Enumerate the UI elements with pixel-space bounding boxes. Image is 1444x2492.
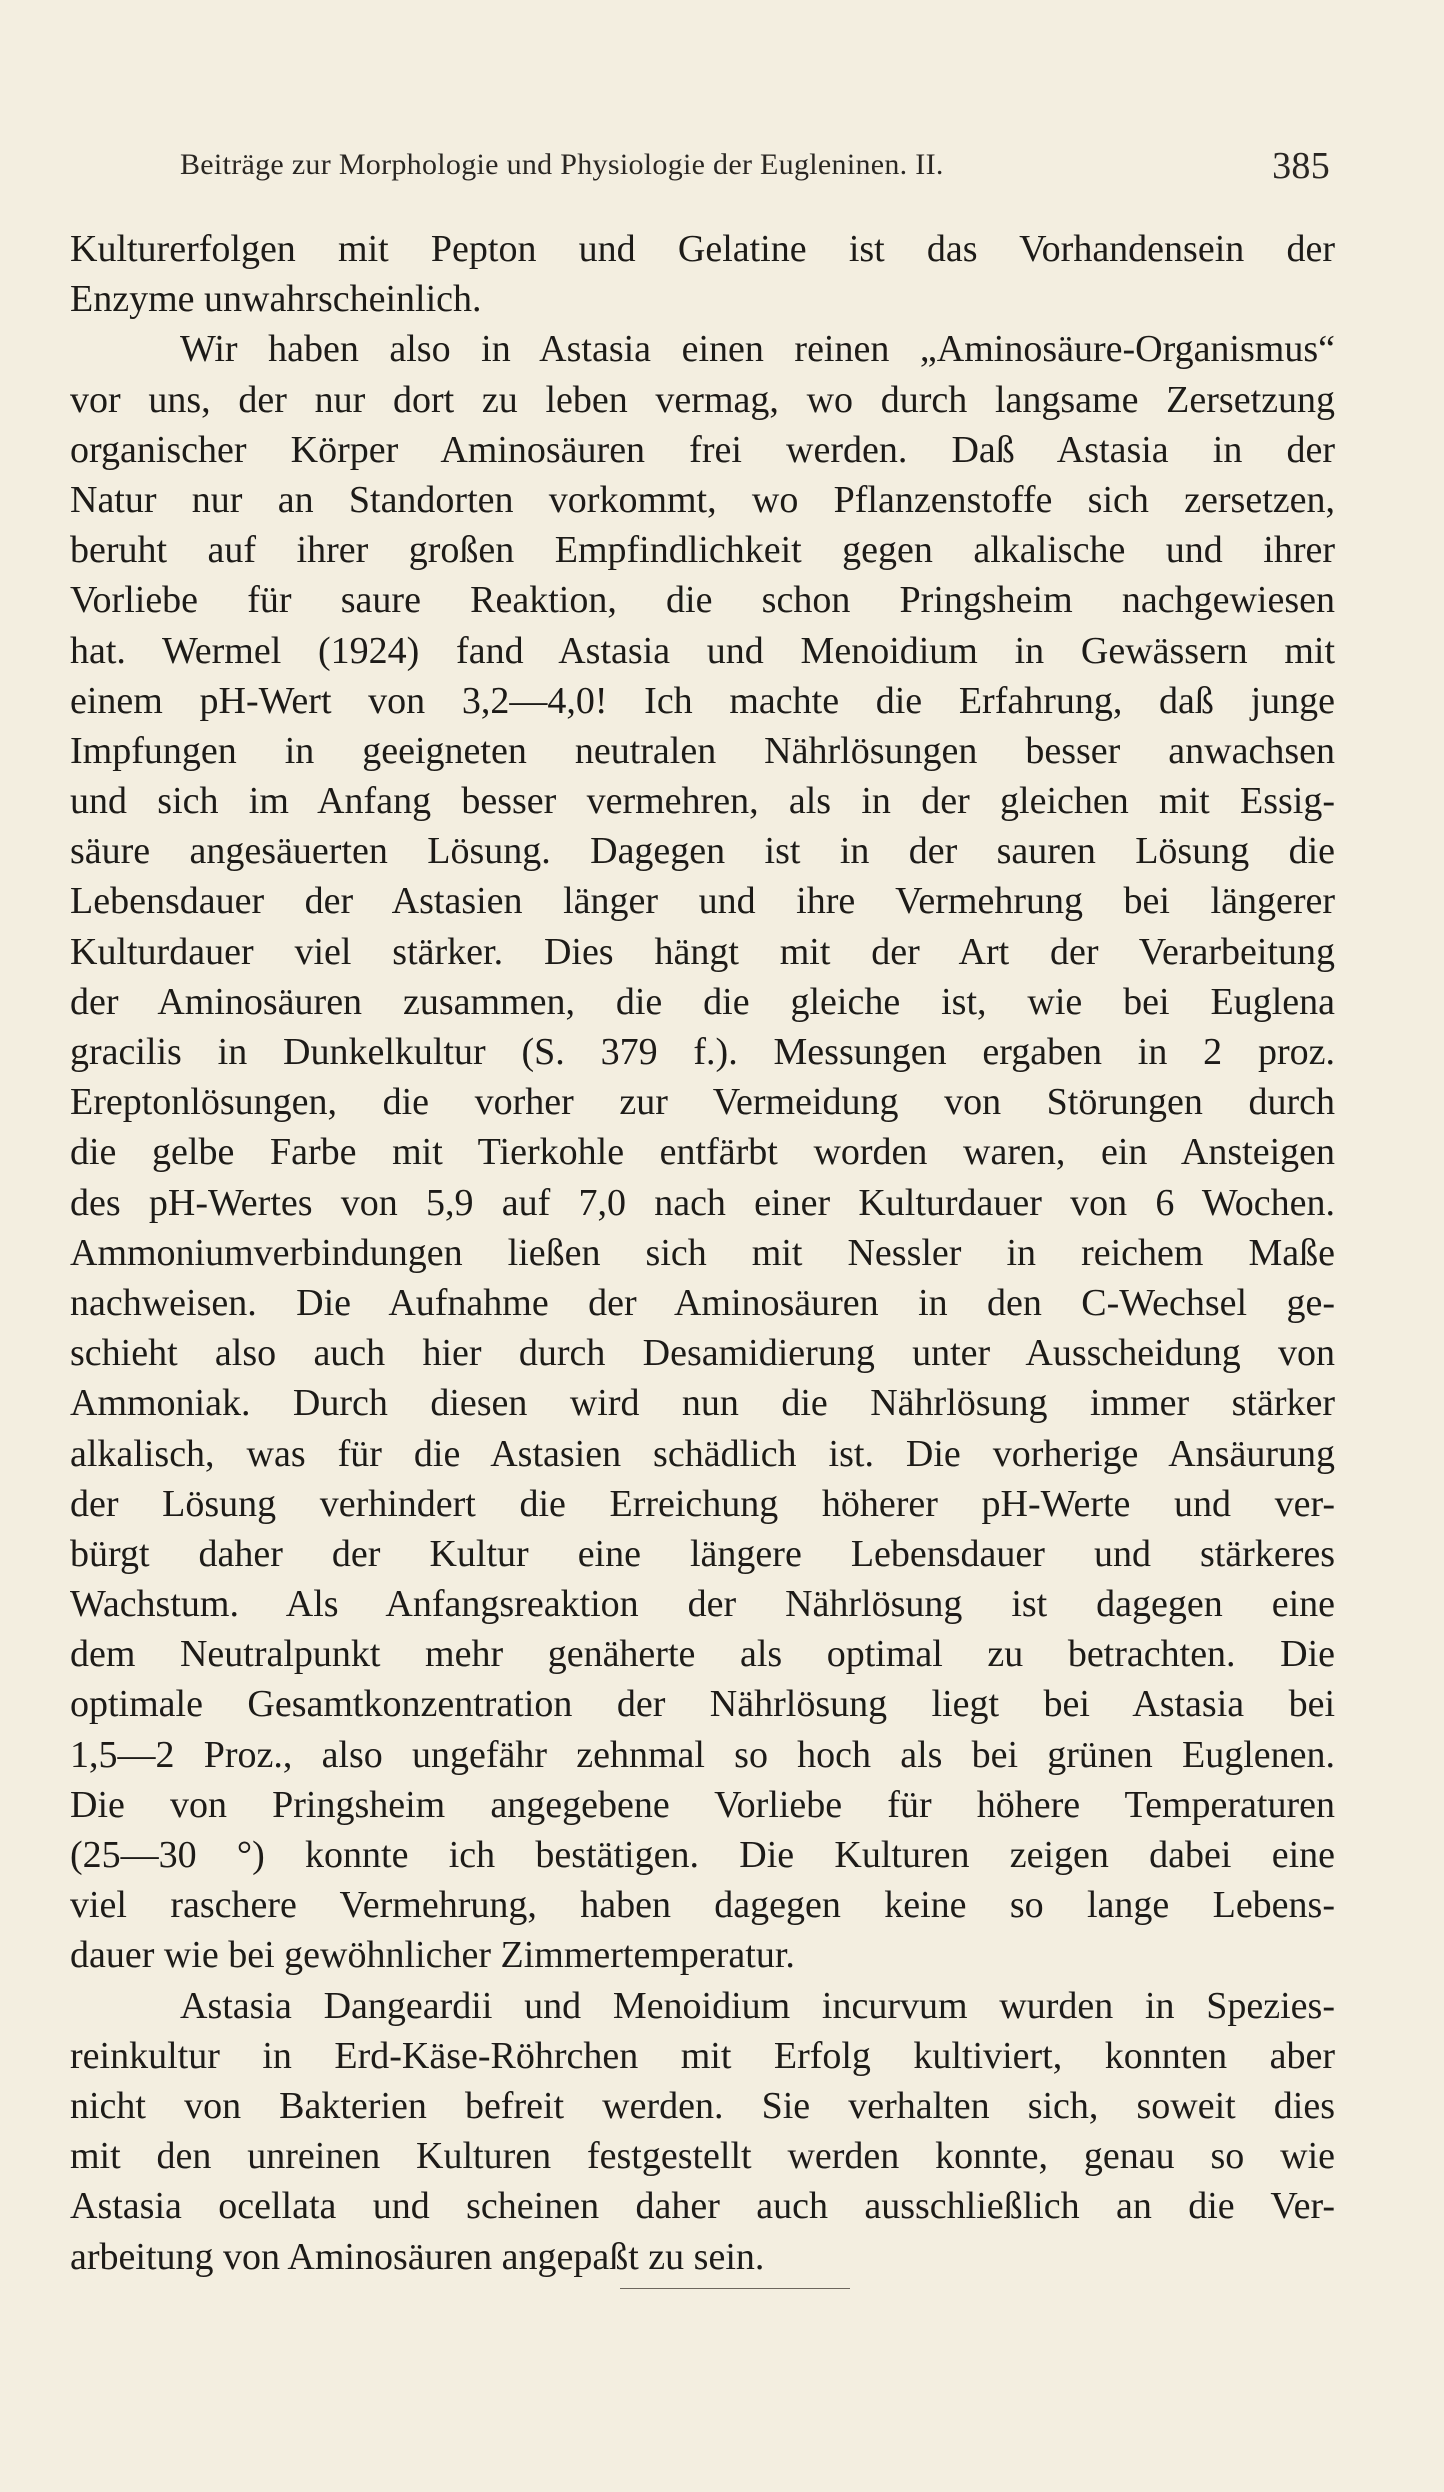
text-line: einem pH-Wert von 3,2—4,0! Ich machte die Erfahrung, daß junge xyxy=(70,679,1335,722)
text-line: Kulturdauer viel stärker. Dies hängt mit der Art der Verarbeitung xyxy=(70,930,1335,973)
text-line: die gelbe Farbe mit Tierkohle entfärbt worden waren, ein Ansteigen xyxy=(70,1131,1335,1174)
text-line: säure angesäuerten Lösung. Dagegen ist in der sauren Lösung die xyxy=(70,830,1335,873)
text-line: der Lösung verhindert die Erreichung höherer pH-Werte und ver- xyxy=(70,1482,1335,1525)
text-line: arbeitung von Aminosäuren angepaßt zu sein. xyxy=(70,2235,765,2278)
text-line: mit den unreinen Kulturen festgestellt werden konnte, genau so wie xyxy=(70,2135,1335,2178)
text-line: beruht auf ihrer großen Empfindlichkeit gegen alkalische und ihrer xyxy=(70,529,1335,572)
text-line: der Aminosäuren zusammen, die die gleiche ist, wie bei Euglena xyxy=(70,980,1335,1023)
text-line: alkalisch, was für die Astasien schädlich ist. Die vorherige Ansäurung xyxy=(70,1432,1335,1475)
text-line: Lebensdauer der Astasien länger und ihre Vermehrung bei längerer xyxy=(70,880,1335,923)
text-line: gracilis in Dunkelkultur (S. 379 f.). Messungen ergaben in 2 proz. xyxy=(70,1031,1335,1073)
text-line: Die von Pringsheim angegebene Vorliebe für höhere Temperaturen xyxy=(70,1783,1335,1826)
text-line: schieht also auch hier durch Desamidierung unter Ausscheidung von xyxy=(70,1332,1335,1375)
running-head xyxy=(180,145,1330,196)
text-line: nachweisen. Die Aufnahme der Aminosäuren in den C-Wechsel ge- xyxy=(70,1281,1335,1324)
text-line: organischer Körper Aminosäuren frei werden. Daß Astasia in der xyxy=(70,428,1335,471)
text-line: nicht von Bakterien befreit werden. Sie verhalten sich, soweit dies xyxy=(70,2084,1335,2127)
text-line: Ammoniumverbindungen ließen sich mit Nessler in reichem Maße xyxy=(70,1231,1335,1274)
running-title: Beiträge zur Morphologie und Physiologie der Eugleninen. II. xyxy=(180,148,944,181)
text-line: dem Neutralpunkt mehr genäherte als optimal zu betrachten. Die xyxy=(70,1633,1335,1676)
section-end-rule xyxy=(620,2288,850,2289)
page-number: 385 xyxy=(1272,145,1330,187)
text-line: viel raschere Vermehrung, haben dagegen keine so lange Lebens- xyxy=(70,1884,1335,1927)
text-line: Ammoniak. Durch diesen wird nun die Nährlösung immer stärker xyxy=(70,1382,1335,1425)
text-line: bürgt daher der Kultur eine längere Lebensdauer und stärkeres xyxy=(70,1532,1335,1575)
text-line: Wir haben also in Astasia einen reinen „Aminosäure-Organismus“ xyxy=(180,328,1335,371)
text-line: Impfungen in geeigneten neutralen Nährlösungen besser anwachsen xyxy=(70,729,1335,772)
text-line: Ereptonlösungen, die vorher zur Vermeidung von Störungen durch xyxy=(70,1081,1335,1124)
body-text xyxy=(70,224,1335,2282)
text-line: Natur nur an Standorten vorkommt, wo Pflanzenstoffe sich zersetzen, xyxy=(70,478,1335,521)
text-line: Vorliebe für saure Reaktion, die schon Pringsheim nachgewiesen xyxy=(70,579,1335,622)
text-line: reinkultur in Erd-Käse-Röhrchen mit Erfolg kultiviert, konnten aber xyxy=(70,2034,1335,2077)
text-line: dauer wie bei gewöhnlicher Zimmertemperatur. xyxy=(70,1934,795,1977)
text-line: des pH-Wertes von 5,9 auf 7,0 nach einer Kulturdauer von 6 Wochen. xyxy=(70,1181,1335,1224)
text-line: hat. Wermel (1924) fand Astasia und Menoidium in Gewässern mit xyxy=(70,629,1335,672)
text-line: optimale Gesamtkonzentration der Nährlösung liegt bei Astasia bei xyxy=(70,1683,1335,1726)
text-line: Kulturerfolgen mit Pepton und Gelatine ist das Vorhandensein der xyxy=(70,228,1335,270)
text-line: Enzyme unwahrscheinlich. xyxy=(70,278,482,321)
text-line: (25—30 °) konnte ich bestätigen. Die Kulturen zeigen dabei eine xyxy=(70,1834,1335,1876)
text-line: 1,5—2 Proz., also ungefähr zehnmal so hoch als bei grünen Euglenen. xyxy=(70,1733,1335,1776)
text-line: und sich im Anfang besser vermehren, als in der gleichen mit Essig- xyxy=(70,780,1335,823)
text-line: vor uns, der nur dort zu leben vermag, wo durch langsame Zersetzung xyxy=(70,378,1335,421)
text-line: Astasia ocellata und scheinen daher auch ausschließlich an die Ver- xyxy=(70,2185,1335,2228)
text-line: Astasia Dangeardii und Menoidium incurvum wurden in Spezies- xyxy=(180,1984,1335,2027)
text-line: Wachstum. Als Anfangsreaktion der Nährlösung ist dagegen eine xyxy=(70,1583,1335,1626)
